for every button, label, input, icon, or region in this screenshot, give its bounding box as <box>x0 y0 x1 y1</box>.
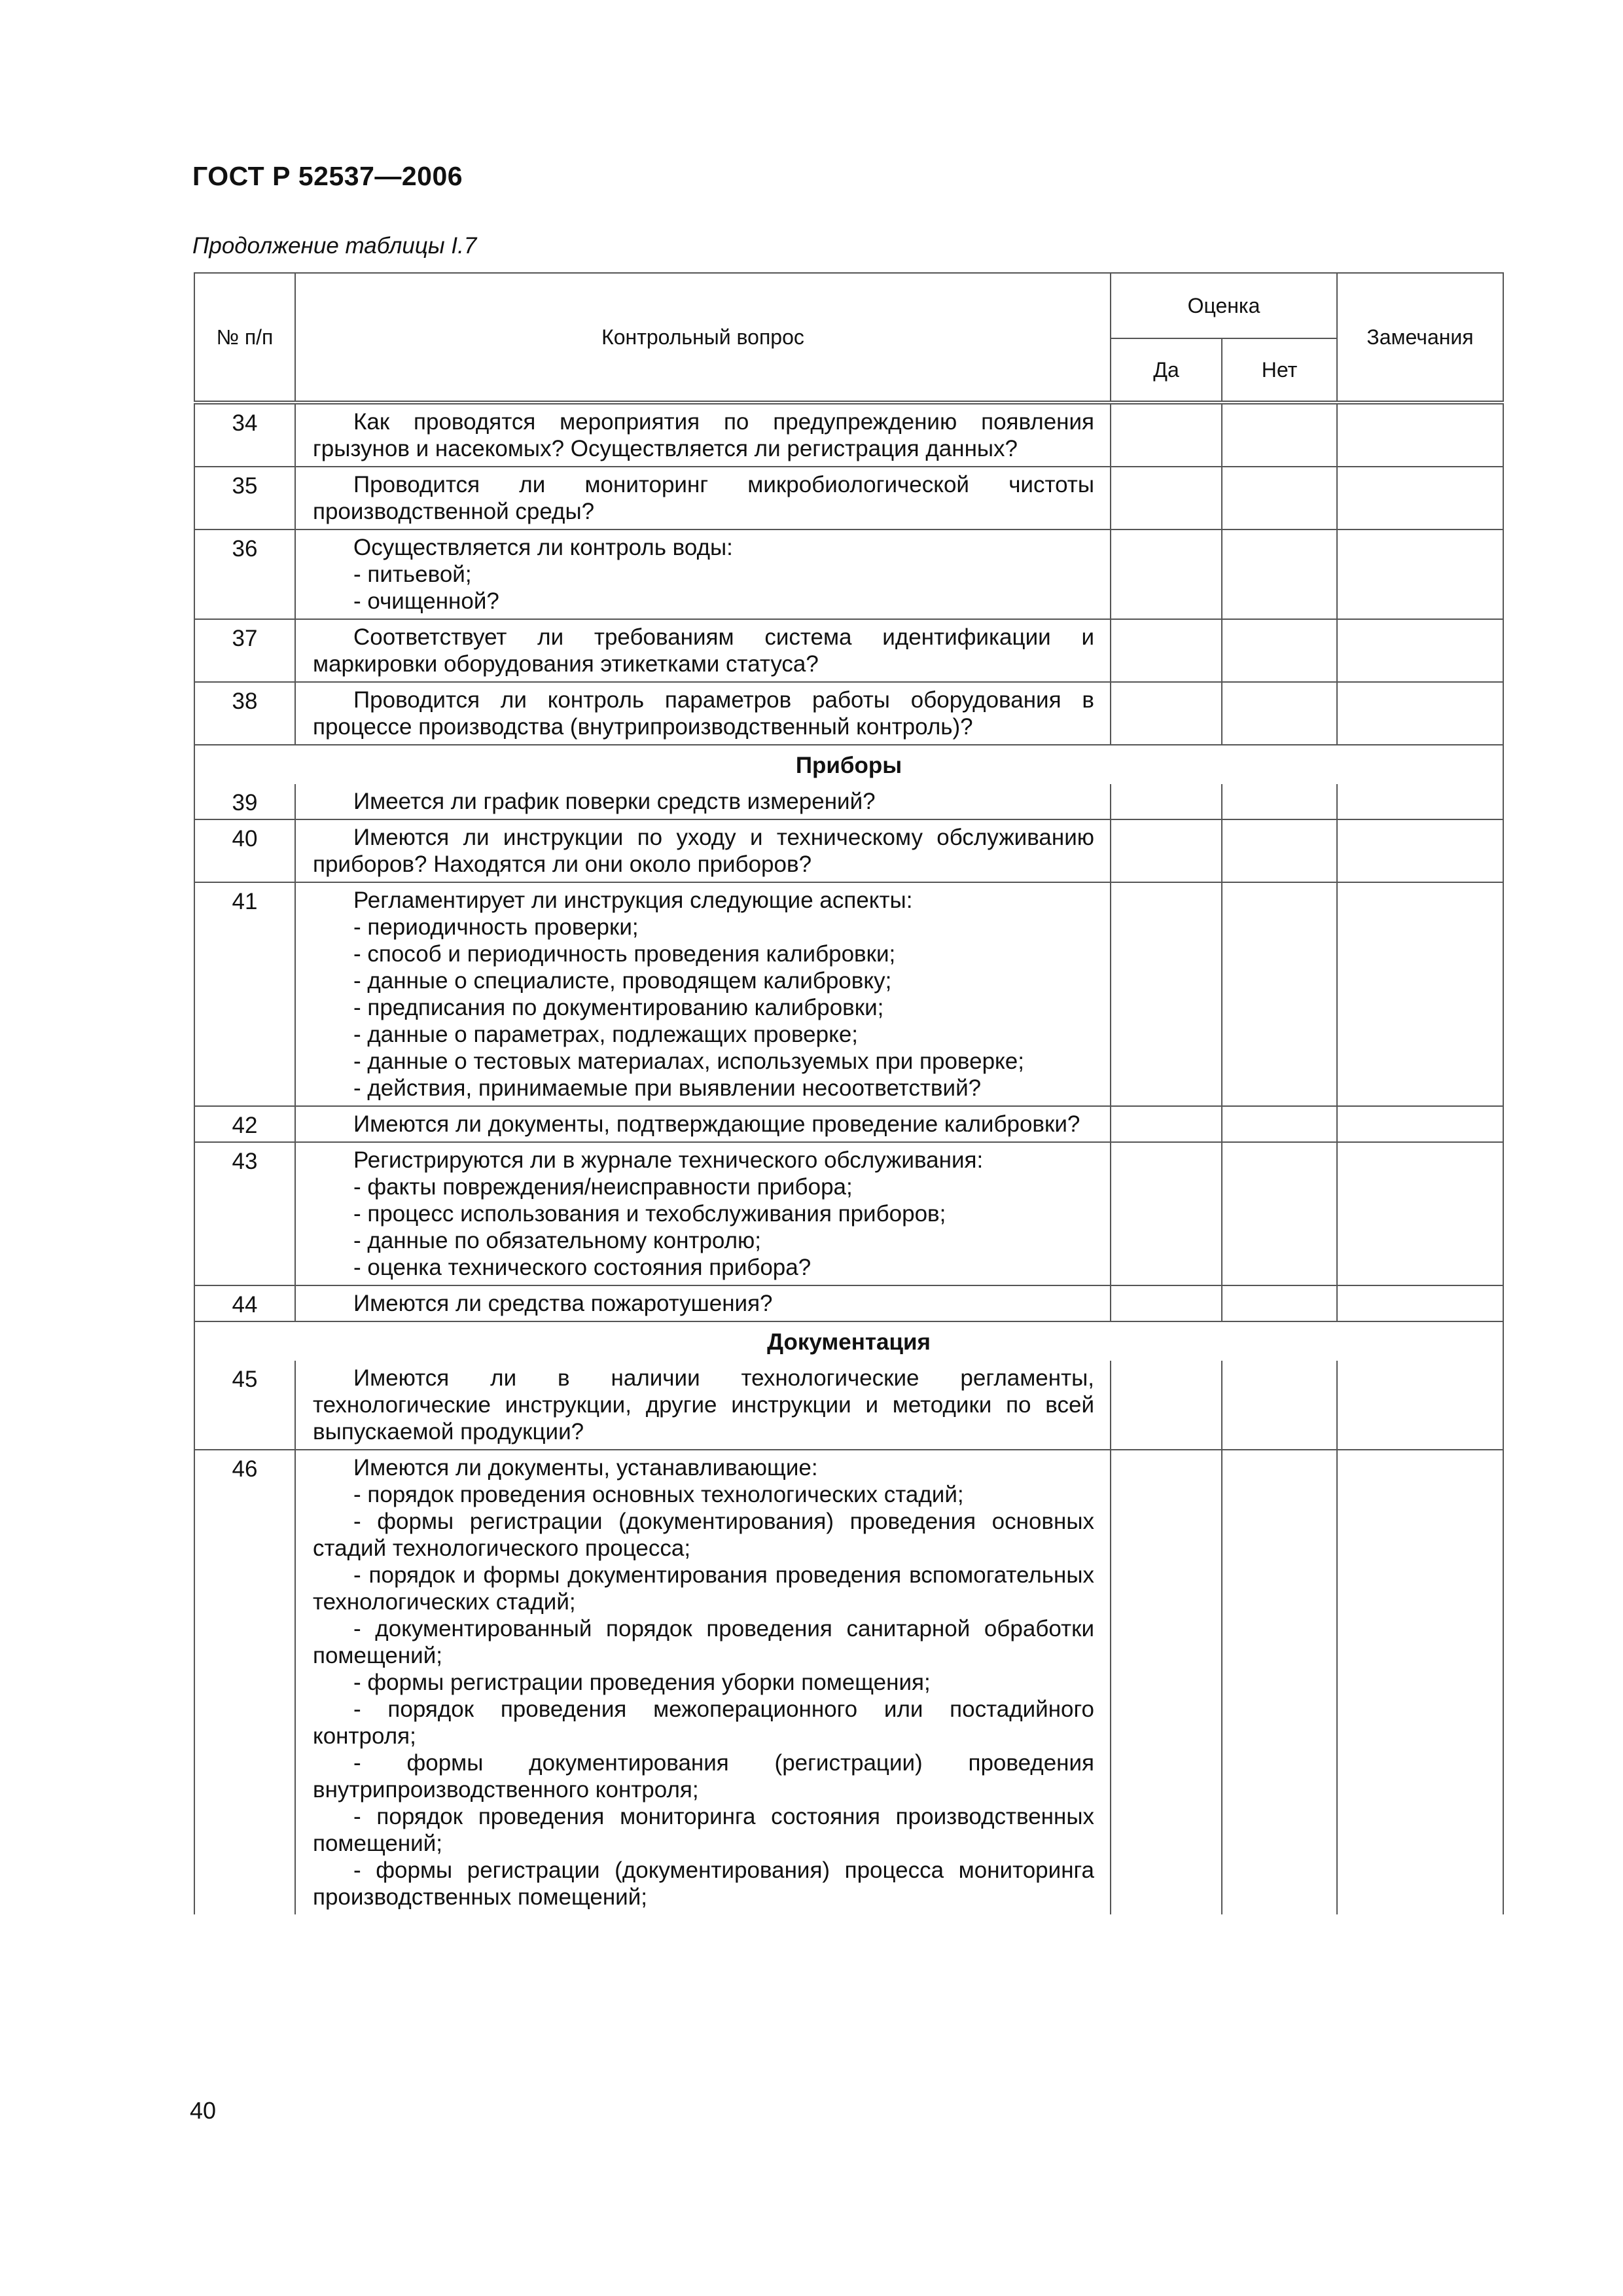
question-text: Соответствует ли требованиям система идентификации и маркировки оборудования этикетками статуса? <box>313 624 1094 677</box>
document-code: ГОСТ Р 52537—2006 <box>192 161 463 191</box>
question-text: Проводится ли контроль параметров работы оборудования в процессе производства (внутрипроизводственный контроль)? <box>313 687 1094 740</box>
list-item: - оценка технического состояния прибора? <box>353 1255 812 1280</box>
list-item: - порядок проведения межоперационного или постадийного контроля; <box>313 1696 1094 1749</box>
remarks-cell[interactable] <box>1337 784 1503 819</box>
row-number: 42 <box>194 1106 295 1142</box>
list-item: - формы регистрации проведения уборки помещения; <box>353 1670 931 1695</box>
list-item: - порядок проведения основных технологических стадий; <box>353 1482 964 1507</box>
question-text: Имеются ли документы, устанавливающие: <box>353 1455 818 1480</box>
table-row <box>194 403 1503 467</box>
no-cell[interactable] <box>1222 1142 1337 1285</box>
table-row <box>194 1361 1503 1450</box>
no-cell[interactable] <box>1222 529 1337 619</box>
table-row <box>194 619 1503 682</box>
col-header-question: Контрольный вопрос <box>295 273 1111 403</box>
question-cell <box>295 882 1111 1106</box>
question-text: Имеются ли инструкции по уходу и техническому обслуживанию приборов? Находятся ли они около приборов? <box>313 825 1094 877</box>
no-cell[interactable] <box>1222 784 1337 819</box>
question-text: Имеются ли в наличии технологические регламенты, технологические инструкции, другие инструкции и методики по всей выпускаемой продукции? <box>313 1365 1094 1444</box>
col-header-num: № п/п <box>194 273 295 403</box>
question-cell <box>295 819 1111 882</box>
no-cell[interactable] <box>1222 819 1337 882</box>
col-header-rating: Оценка <box>1111 273 1337 338</box>
yes-cell[interactable] <box>1111 1285 1222 1321</box>
yes-cell[interactable] <box>1111 682 1222 745</box>
question-cell <box>295 1361 1111 1450</box>
remarks-cell[interactable] <box>1337 1142 1503 1285</box>
list-item: - формы документирования (регистрации) проведения внутрипроизводственного контроля; <box>313 1750 1094 1803</box>
question-cell <box>295 1450 1111 1914</box>
list-item: - действия, принимаемые при выявлении несоответствий? <box>353 1075 982 1101</box>
remarks-cell[interactable] <box>1337 819 1503 882</box>
list-item: - порядок и формы документирования проведения вспомогательных технологических стадий; <box>313 1562 1094 1615</box>
row-number: 36 <box>194 529 295 619</box>
list-item: - способ и периодичность проведения калибровки; <box>353 941 896 967</box>
yes-cell[interactable] <box>1111 1361 1222 1450</box>
no-cell[interactable] <box>1222 882 1337 1106</box>
table-row <box>194 529 1503 619</box>
list-item: - формы регистрации (документирования) проведения основных стадий технологического процесса; <box>313 1509 1094 1561</box>
list-item: - данные о параметрах, подлежащих проверке; <box>353 1022 859 1047</box>
question-cell <box>295 784 1111 819</box>
remarks-cell[interactable] <box>1337 1450 1503 1914</box>
question-cell <box>295 467 1111 529</box>
table-row <box>194 819 1503 882</box>
section-row <box>194 1321 1503 1361</box>
question-cell <box>295 529 1111 619</box>
col-header-remarks: Замечания <box>1337 273 1503 403</box>
yes-cell[interactable] <box>1111 882 1222 1106</box>
remarks-cell[interactable] <box>1337 1106 1503 1142</box>
checklist-table <box>194 272 1504 1914</box>
question-cell <box>295 1142 1111 1285</box>
list-item: - формы регистрации (документирования) процесса мониторинга производственных помещений; <box>313 1857 1094 1910</box>
no-cell[interactable] <box>1222 1361 1337 1450</box>
question-text: Имеются ли средства пожаротушения? <box>353 1291 773 1316</box>
question-text: Проводится ли мониторинг микробиологической чистоты производственной среды? <box>313 472 1094 524</box>
question-text: Регламентирует ли инструкция следующие аспекты: <box>353 888 913 913</box>
row-number: 35 <box>194 467 295 529</box>
yes-cell[interactable] <box>1111 619 1222 682</box>
list-item: - документированный порядок проведения санитарной обработки помещений; <box>313 1616 1094 1668</box>
table-caption: Продолжение таблицы I.7 <box>192 233 477 259</box>
page-number: 40 <box>190 2097 217 2124</box>
row-number: 37 <box>194 619 295 682</box>
remarks-cell[interactable] <box>1337 882 1503 1106</box>
section-title-documentation: Документация <box>194 1321 1503 1361</box>
yes-cell[interactable] <box>1111 1450 1222 1914</box>
section-row <box>194 745 1503 784</box>
list-item: - данные по обязательному контролю; <box>353 1228 762 1253</box>
question-text: Имеется ли график поверки средств измерений? <box>353 789 876 814</box>
yes-cell[interactable] <box>1111 403 1222 467</box>
col-header-no: Нет <box>1222 338 1337 403</box>
no-cell[interactable] <box>1222 619 1337 682</box>
question-text: Имеются ли документы, подтверждающие проведение калибровки? <box>353 1111 1080 1137</box>
row-number: 34 <box>194 403 295 467</box>
list-item: - процесс использования и техобслуживания приборов; <box>353 1201 946 1227</box>
no-cell[interactable] <box>1222 1450 1337 1914</box>
section-title-instruments: Приборы <box>194 745 1503 784</box>
remarks-cell[interactable] <box>1337 619 1503 682</box>
row-number: 45 <box>194 1361 295 1450</box>
row-number: 41 <box>194 882 295 1106</box>
row-number: 46 <box>194 1450 295 1914</box>
no-cell[interactable] <box>1222 467 1337 529</box>
table-row <box>194 784 1503 819</box>
question-cell <box>295 1285 1111 1321</box>
col-header-yes: Да <box>1111 338 1222 403</box>
remarks-cell[interactable] <box>1337 1361 1503 1450</box>
table-row <box>194 682 1503 745</box>
yes-cell[interactable] <box>1111 1106 1222 1142</box>
remarks-cell[interactable] <box>1337 682 1503 745</box>
remarks-cell[interactable] <box>1337 403 1503 467</box>
list-item: - питьевой; <box>353 562 472 587</box>
list-item: - факты повреждения/неисправности прибора; <box>353 1174 853 1200</box>
table-row <box>194 467 1503 529</box>
row-number: 40 <box>194 819 295 882</box>
yes-cell[interactable] <box>1111 784 1222 819</box>
table-row <box>194 1142 1503 1285</box>
row-number: 39 <box>194 784 295 819</box>
no-cell[interactable] <box>1222 403 1337 467</box>
list-item: - предписания по документированию калибровки; <box>353 995 884 1020</box>
yes-cell[interactable] <box>1111 529 1222 619</box>
table-row <box>194 1106 1503 1142</box>
table-row <box>194 882 1503 1106</box>
question-cell <box>295 1106 1111 1142</box>
yes-cell[interactable] <box>1111 819 1222 882</box>
row-number: 38 <box>194 682 295 745</box>
question-cell <box>295 682 1111 745</box>
list-item: - данные о специалисте, проводящем калибровку; <box>353 968 892 994</box>
question-text: Как проводятся мероприятия по предупреждению появления грызунов и насекомых? Осуществляется ли регистрация данных? <box>313 409 1094 461</box>
question-cell <box>295 403 1111 467</box>
list-item: - данные о тестовых материалах, используемых при проверке; <box>353 1049 1024 1074</box>
question-text: Регистрируются ли в журнале технического обслуживания: <box>353 1147 984 1173</box>
remarks-cell[interactable] <box>1337 529 1503 619</box>
row-number: 44 <box>194 1285 295 1321</box>
table-row <box>194 1285 1503 1321</box>
no-cell[interactable] <box>1222 682 1337 745</box>
remarks-cell[interactable] <box>1337 467 1503 529</box>
question-cell <box>295 619 1111 682</box>
remarks-cell[interactable] <box>1337 1285 1503 1321</box>
table-row <box>194 1450 1503 1914</box>
list-item: - очищенной? <box>353 588 499 614</box>
no-cell[interactable] <box>1222 1106 1337 1142</box>
no-cell[interactable] <box>1222 1285 1337 1321</box>
question-text: Осуществляется ли контроль воды: <box>353 535 733 560</box>
list-item: - порядок проведения мониторинга состояния производственных помещений; <box>313 1804 1094 1856</box>
yes-cell[interactable] <box>1111 1142 1222 1285</box>
list-item: - периодичность проверки; <box>353 914 639 940</box>
row-number: 43 <box>194 1142 295 1285</box>
yes-cell[interactable] <box>1111 467 1222 529</box>
